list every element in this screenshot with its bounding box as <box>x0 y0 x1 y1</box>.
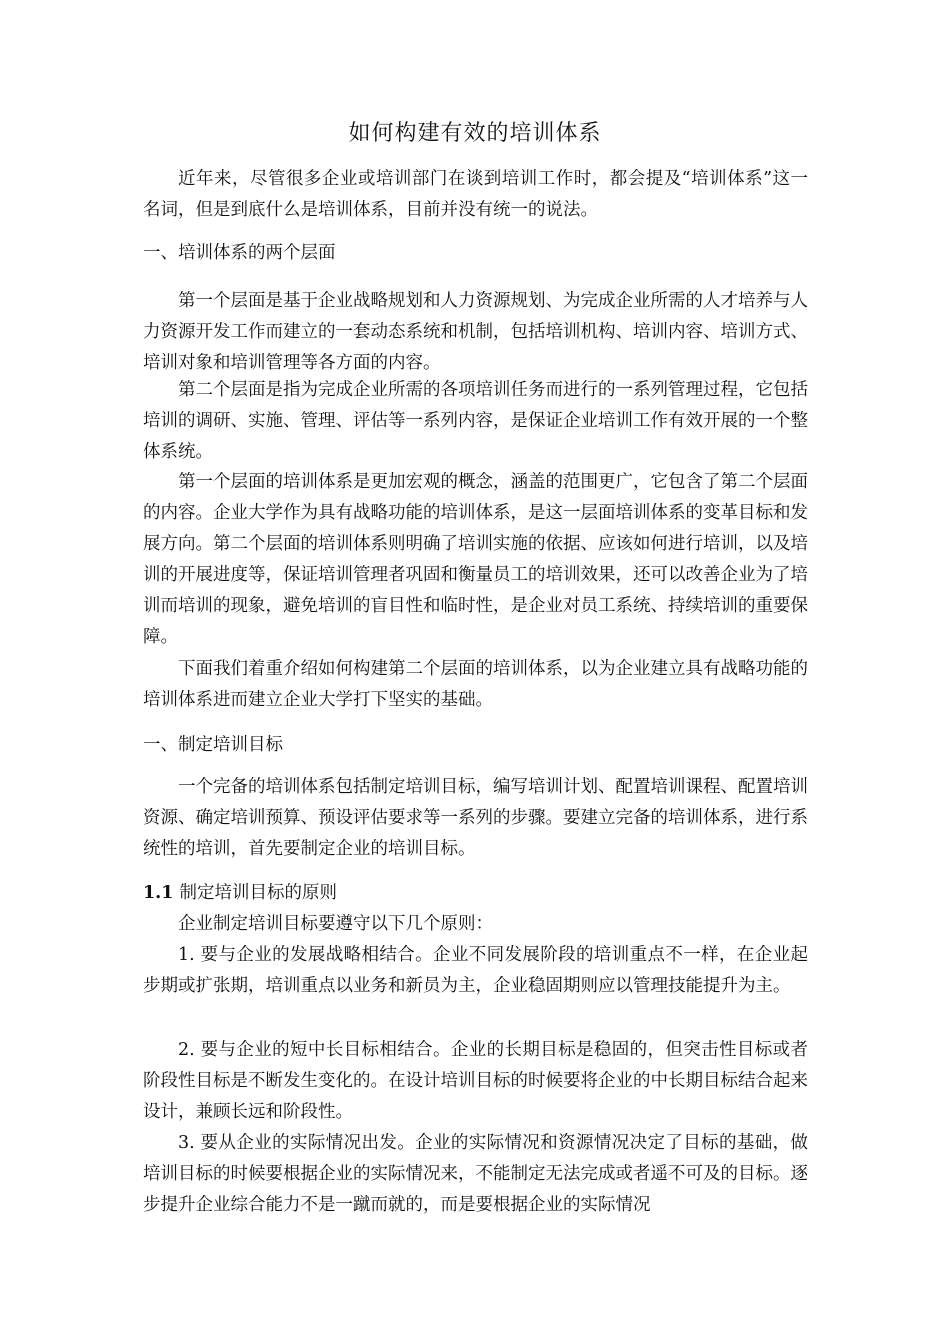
principle-item-3: 3. 要从企业的实际情况出发。企业的实际情况和资源情况决定了目标的基础，做培训目标的时候要根据企业的实际情况来，不能制定无法完成或者遥不可及的目标。逐步提升企业综合能力不是一蹴而就的，而是要根据企业的实际情况 <box>143 1133 808 1215</box>
paragraph-layer-one: 第一个层面是基于企业战略规划和人力资源规划、为完成企业所需的人才培养与人力资源开发工作而建立的一套动态系统和机制，包括培训机构、培训内容、培训方式、培训对象和培训管理等各方面的内容。 <box>143 291 808 373</box>
section-heading-2: 一、制定培训目标 <box>143 735 283 755</box>
paragraph-training-system: 一个完备的培训体系包括制定培训目标，编写培训计划、配置培训课程、配置培训资源、确定培训预算、预设评估要求等一系列的步骤。要建立完备的培训体系，进行系统性的培训，首先要制定企业的培训目标。 <box>143 777 808 859</box>
paragraph-principles-intro: 企业制定培训目标要遵守以下几个原则： <box>178 914 493 934</box>
document-title: 如何构建有效的培训体系 <box>348 121 602 146</box>
paragraph-introduction-next: 下面我们着重介绍如何构建第二个层面的培训体系，以为企业建立具有战略功能的培训体系进而建立企业大学打下坚实的基础。 <box>143 659 808 710</box>
subsection-title: 制定培训目标的原则 <box>179 883 337 903</box>
subsection-heading <box>143 878 808 909</box>
principle-item-1: 1. 要与企业的发展战略相结合。企业不同发展阶段的培训重点不一样，在企业起步期或扩张期，培训重点以业务和新员为主，企业稳固期则应以管理技能提升为主。 <box>143 945 808 996</box>
paragraph-comparison: 第一个层面的培训体系是更加宏观的概念，涵盖的范围更广，它包含了第二个层面的内容。企业大学作为具有战略功能的培训体系，是这一层面培训体系的变革目标和发展方向。第二个层面的培训体系则明确了培训实施的依据、应该如何进行培训，以及培训的开展进度等，保证培训管理者巩固和衡量员工的培训效果，还可以改善企业为了培训而培训的现象，避免培训的盲目性和临时性，是企业对员工系统、持续培训的重要保障。 <box>143 472 808 647</box>
section-heading-1: 一、培训体系的两个层面 <box>143 243 336 263</box>
intro-paragraph: 近年来，尽管很多企业或培训部门在谈到培训工作时，都会提及“培训体系”这一名词，但是到底什么是培训体系，目前并没有统一的说法。 <box>143 169 808 220</box>
principle-item-2: 2. 要与企业的短中长目标相结合。企业的长期目标是稳固的，但突击性目标或者阶段性目标是不断发生变化的。在设计培训目标的时候要将企业的中长期目标结合起来设计，兼顾长远和阶段性。 <box>143 1040 808 1122</box>
paragraph-layer-two: 第二个层面是指为完成企业所需的各项培训任务而进行的一系列管理过程，它包括培训的调研、实施、管理、评估等一系列内容，是保证企业培训工作有效开展的一个整体系统。 <box>143 380 808 462</box>
subsection-number: 1.1 <box>143 883 174 903</box>
